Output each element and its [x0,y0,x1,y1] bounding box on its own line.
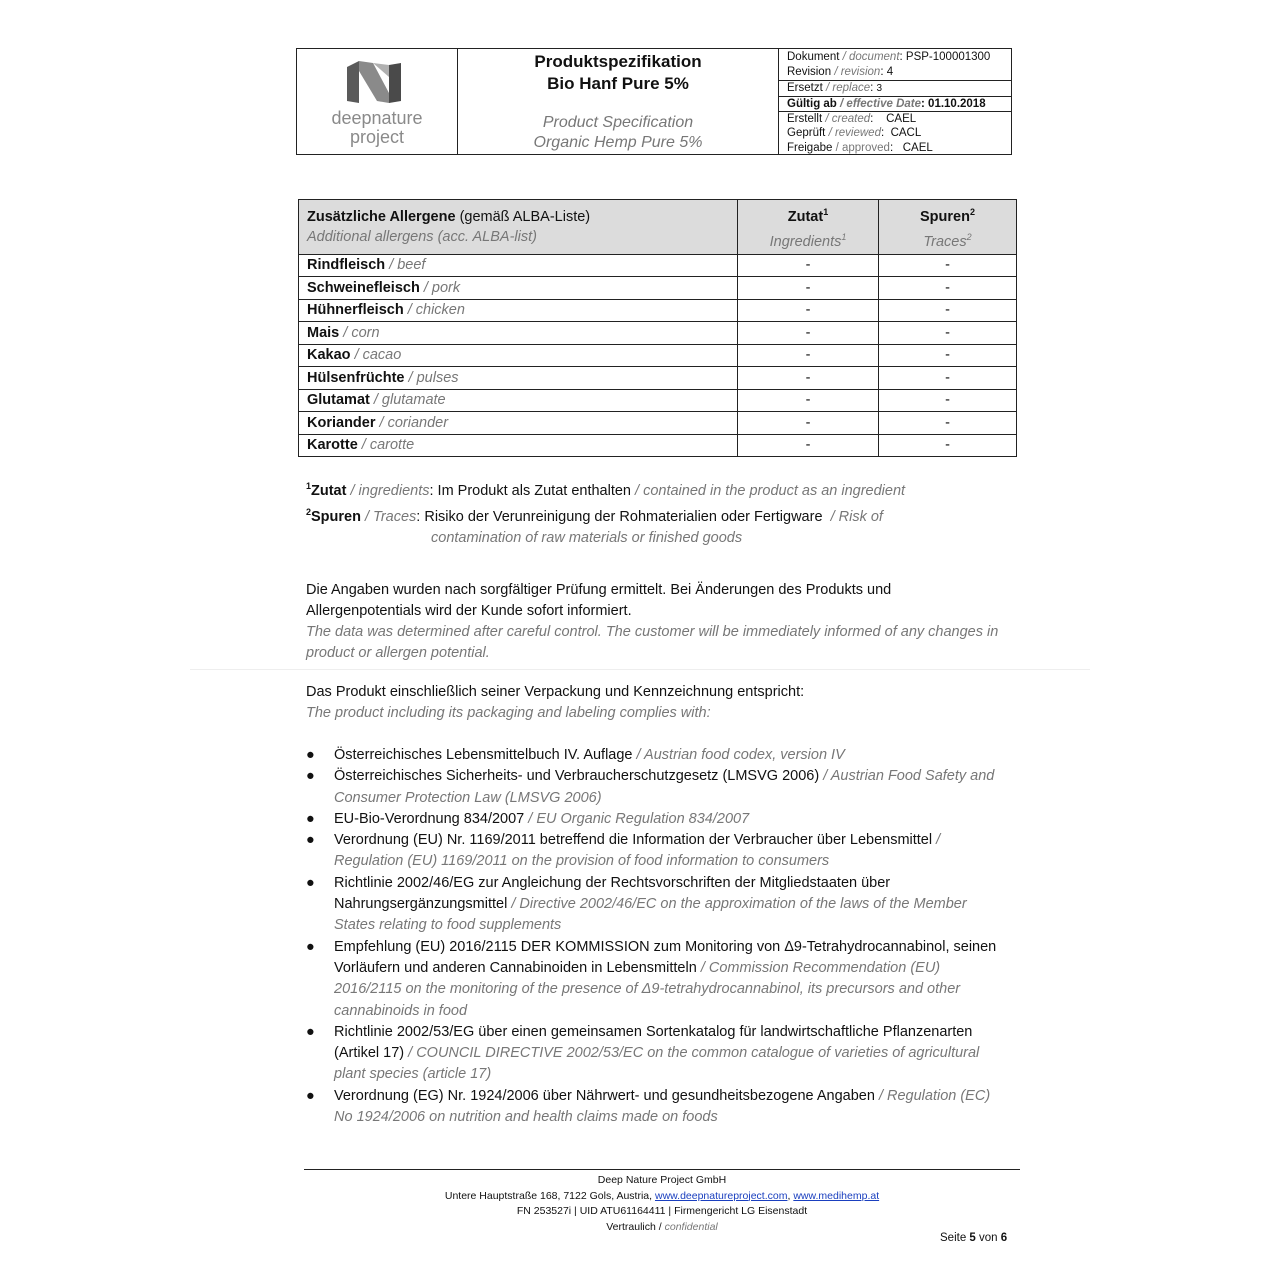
list-item [306,745,1006,766]
regulation-de: Verordnung (EG) Nr. 1924/2006 über Nährwert- und gesundheitsbezogene Angaben [334,1087,875,1104]
regulation-en: / Commission Recommendation (EU) 2016/2115 on the monitoring of the presence of Δ9-tetrahydrocannabinol, its precursors and other cannabinoids in food [334,959,961,1019]
bullet-icon: ● [306,747,315,763]
list-item [306,766,1006,809]
regulation-de: Richtlinie 2002/46/EG zur Angleichung der Rechtsvorschriften der Mitgliedstaaten über Nahrungsergänzungsmittel [334,874,891,913]
regulation-de: Empfehlung (EU) 2016/2115 DER KOMMISSION zum Monitoring von Δ9-Tetrahydrocannabinol, seinen Vorläufern und anderen Cannabinoiden in Lebensmitteln [334,938,997,976]
bullet-icon: ● [306,874,315,891]
col-allergen-header: Zusätzliche Allergene (gemäß ALBA-Liste) Additional allergens (acc. ALBA-list) [299,200,738,255]
meta-reviewed: Geprüft / reviewed: CACL [787,127,922,139]
footer-confidential: Vertraulich / confidential [606,1220,718,1233]
allergen-name-de: Hühnerfleisch [307,302,404,319]
footer-divider [304,1169,1020,1170]
traces-cell: - [879,277,1017,300]
regulation-en: / Directive 2002/46/EC on the approximation of the laws of the Member States relating to food supplements [334,896,967,934]
meta-revision: Revision / revision: 4 [787,66,894,78]
logo-wordmark [297,109,457,147]
allergen-name-cell [299,367,738,390]
bullet-icon: ● [306,768,315,785]
table-row [299,412,1017,435]
bullet-icon: ● [306,810,315,827]
allergen-name-de: Koriander [307,414,376,431]
ingredient-cell: - [738,299,879,322]
regulation-en: / Regulation (EC) No 1924/2006 on nutrition and health claims made on foods [334,1087,991,1126]
allergen-name-en: / corn [343,324,380,341]
document-meta [779,49,1011,154]
regulation-de: Verordnung (EU) Nr. 1169/2011 betreffend die Information der Verbraucher über Lebensmittel [334,832,933,849]
allergen-name-en: / beef [389,257,426,274]
table-row [299,254,1017,277]
list-item [306,809,1006,830]
table-row [299,344,1017,367]
allergen-name-cell [299,254,738,277]
ingredient-cell: - [738,344,879,367]
section-divider [190,669,1090,670]
traces-cell: - [879,367,1017,390]
title-en-line-2: Organic Hemp Pure 5% [533,134,703,151]
traces-cell: - [879,434,1017,457]
meta-approved: Freigabe / approved: CAEL [787,142,933,154]
ingredient-cell: - [738,322,879,345]
bullet-icon: ● [306,1087,315,1104]
table-row [299,299,1017,322]
logo-line-2: project [349,127,405,147]
allergen-name-de: Mais [307,324,340,341]
footer-address-line: Untere Hauptstraße 168, 7122 Gols, Austria, www.deepnatureproject.com, www.medihemp.at [444,1189,880,1202]
bullet-icon: ● [306,832,315,849]
allergen-name-de: Kakao [307,347,351,364]
list-item [306,830,1006,873]
regulation-list [306,745,1006,1128]
logo-line-1: deepnature [331,108,423,128]
title-cell [458,49,779,154]
table-row [299,277,1017,300]
footer-register: FN 253527i | UID ATU61164411 | Firmengericht LG Eisenstadt [516,1205,808,1217]
list-item [306,873,1006,937]
regulation-de: Österreichisches Lebensmittelbuch IV. Auflage [334,747,633,763]
list-item [306,1086,1006,1129]
info-en: The data was determined after careful control. The customer will be immediately informed of any changes in product or allergen potential. [306,624,999,661]
info-de: Die Angaben wurden nach sorgfältiger Prüfung ermittelt. Bei Änderungen des Produkts und Allergenpotentials wird der Kunde sofort informiert. [306,582,892,619]
allergen-name-cell [299,389,738,412]
allergen-name-en: / carotte [361,437,415,454]
meta-document: Dokument / document: PSP-100001300 [787,51,991,63]
website-link[interactable]: www.deepnatureproject.com [654,1189,788,1202]
traces-cell: - [879,299,1017,322]
regulation-en: / Austrian Food Safety and Consumer Protection Law (LMSVG 2006) [334,768,995,806]
allergen-name-en: / coriander [379,414,449,431]
allergen-name-en: / chicken [407,302,465,319]
ingredient-cell: - [738,389,879,412]
document-header [296,48,1012,155]
allergen-name-de: Rindfleisch [307,257,386,274]
list-item [306,937,1006,1022]
compliance-intro [306,682,1006,724]
allergen-name-en: / cacao [354,347,402,364]
regulation-en: / COUNCIL DIRECTIVE 2002/53/EC on the common catalogue of varieties of agricultural plant species (article 17) [334,1045,980,1083]
regulation-en: / Austrian food codex, version IV [636,747,845,763]
allergen-name-cell [299,412,738,435]
traces-cell: - [879,412,1017,435]
allergen-name-cell [299,277,738,300]
table-header-row [299,200,1017,255]
meta-created: Erstellt / created: CAEL [779,111,1011,128]
allergen-name-en: / glutamate [373,392,446,409]
deepnature-logo-icon [343,57,405,107]
info-paragraph [306,580,1006,664]
compliance-en: The product including its packaging and labeling complies with: [306,705,711,721]
allergen-name-de: Karotte [307,437,358,454]
footnote-2: $^2$Spuren / Traces: Risiko der Verunreinigung der Rohmaterialien oder Fertigware / Risk of [306,506,883,525]
logo-cell [297,49,458,154]
title-de-line-2: Bio Hanf Pure 5% [547,74,689,93]
traces-cell: - [879,344,1017,367]
allergen-table [298,199,1017,457]
col-ingredient-header: Zutat$^1$ Ingredients$^1$ [738,200,879,255]
ingredient-cell: - [738,277,879,300]
page-footer [304,1173,1020,1235]
page-number: Seite 5 von 6 [940,1232,1008,1244]
allergen-name-de: Hülsenfrüchte [307,369,405,386]
allergen-name-de: Schweinefleisch [307,279,420,296]
compliance-de: Das Produkt einschließlich seiner Verpackung und Kennzeichnung entspricht: [306,684,805,700]
ingredient-cell: - [738,434,879,457]
regulation-de: Richtlinie 2002/53/EG über einen gemeinsamen Sortenkatalog für landwirtschaftliche Pflanzenarten (Artikel 17) [334,1023,973,1062]
allergen-name-cell [299,344,738,367]
bullet-icon: ● [306,938,315,955]
meta-valid-from: Gültig ab / effective Date: 01.10.2018 [779,96,1011,113]
medihemp-link[interactable]: www.medihemp.at [793,1189,880,1202]
table-row [299,367,1017,390]
footnotes [306,476,1006,549]
ingredient-cell: - [738,367,879,390]
traces-cell: - [879,254,1017,277]
allergen-name-cell [299,299,738,322]
regulation-de: EU-Bio-Verordnung 834/2007 [334,810,525,827]
table-row [299,322,1017,345]
table-row [299,389,1017,412]
footnote-1: $^1$Zutat / ingredients: Im Produkt als Zutat enthalten / contained in the product as an ingredient [306,481,906,499]
allergen-name-cell [299,434,738,457]
traces-cell: - [879,322,1017,345]
meta-replace: Ersetzt / replace: 3 [779,80,1011,97]
bullet-icon: ● [306,1023,315,1040]
title-en-line-1: Product Specification [542,114,694,131]
regulation-en: / EU Organic Regulation 834/2007 [528,810,750,827]
footer-company: Deep Nature Project GmbH [597,1174,727,1186]
table-row [299,434,1017,457]
allergen-name-en: / pulses [408,369,459,386]
col-traces-header: Spuren$^2$ Traces$^2$ [879,200,1017,255]
allergen-name-de: Glutamat [307,392,370,409]
list-item [306,1022,1006,1086]
traces-cell: - [879,389,1017,412]
footnote-2-continued: contamination of raw materials or finished goods [431,529,743,546]
regulation-en: / Regulation (EU) 1169/2011 on the provision of food information to consumers [334,832,941,870]
regulation-de: Österreichisches Sicherheits- und Verbraucherschutzgesetz (LMSVG 2006) [334,768,820,785]
allergen-name-en: / pork [423,279,461,296]
allergen-name-cell [299,322,738,345]
ingredient-cell: - [738,254,879,277]
ingredient-cell: - [738,412,879,435]
title-de-line-1: Produktspezifikation [534,52,702,71]
